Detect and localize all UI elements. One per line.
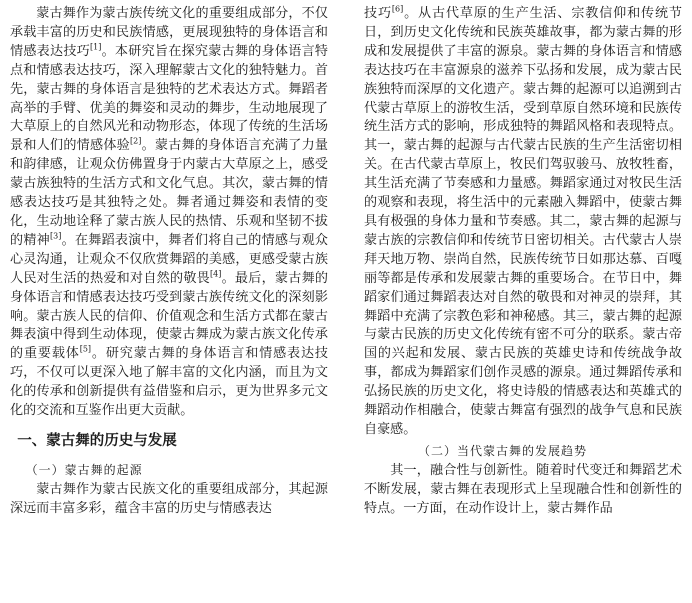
contemporary-paragraph: 其一，融合性与创新性。随着时代变迁和舞蹈艺术不断发展，蒙古舞在表现形式上呈现融合性和创新性的特点。一方面，在动作设计上，蒙古舞作品 (364, 462, 682, 516)
subheading-contemporary: （二）当代蒙古舞的发展趋势 (418, 443, 588, 458)
origin-paragraph-continued: 技巧[6]。从古代草原的生产生活、宗教信仰和传统节日，到历史文化传统和民族英雄故事，都为蒙古舞的形成和发展提供了丰富的源泉。蒙古舞的身体语言和情感表达技巧在丰富源泉的滋养下弘扬和发展，成为蒙古民族独特而深厚的文化遗产。蒙古舞的起源可以追溯到古代蒙古草原上的游牧生活，受到草原自然环境和民族传统生活方式的影响，形成独特的舞蹈风格和表现特点。其一，蒙古舞的起源与古代蒙古民族的生产生活密切相关。在古代蒙古草原上，牧民们驾驭骏马、放牧牲畜，其生活充满了节奏感和力量感。舞蹈家通过对牧民生活的观察和表现，将生活中的元素融入舞蹈中，使蒙古舞具有极强的身体力量和节奏感。其二，蒙古舞的起源与蒙古族的宗教信仰和传统节日密切相关。古代蒙古人崇拜天地万物、崇尚自然，民族传统节日如那达慕、百嘎丽等都是传承和发展蒙古舞的重要场合。在节日中，舞蹈家们通过舞蹈表达对自然的敬畏和对神灵的崇拜，其舞蹈中充满了宗教色彩和神秘感。其三，蒙古舞的起源与蒙古民族的历史文化传统有密不可分的联系。蒙古帝国的兴起和发展、蒙古民族的英雄史诗和传统战争故事，都成为舞蹈家们创作灵感的源泉。通过舞蹈传承和弘扬民族的历史文化，将史诗般的情感表达和英雄式的舞蹈动作相融合，使蒙古舞富有强烈的战争气息和民族自豪感。 (364, 4, 683, 437)
subheading-origin: （一）蒙古舞的起源 (25, 462, 143, 477)
origin-paragraph: 蒙古舞作为蒙古民族文化的重要组成部分，其起源深远而丰富多彩，蕴含丰富的历史与情感表达 (10, 481, 328, 516)
left-column (10, 5, 328, 603)
citation-1: [1] (90, 42, 102, 52)
citation-2: [2] (130, 136, 142, 146)
citation-4: [4] (210, 269, 222, 279)
citation-5: [5] (79, 344, 92, 354)
section-heading-history: 一、蒙古舞的历史与发展 (17, 431, 177, 449)
intro-paragraph: 蒙古舞作为蒙古族传统文化的重要组成部分，不仅承载丰富的历史和民族情感，更展现独特的身体语言和情感表达技巧[1]。本研究旨在探究蒙古舞的身体语言特点和情感表达技巧，深入理解蒙古文化的独特魅力。首先，蒙古舞的身体语言是独特的艺术表达方式。舞蹈者高举的手臂、优美的舞姿和灵动的舞步，生动地展现了大草原上的自然风光和动物形态，体现了传统的生活场景和人们的情感体验[2]。蒙古舞的身体语言充满了力量和韵律感，让观众仿佛置身于内蒙古大草原之上，感受蒙古族独特的生活方式和文化气息。其次，蒙古舞的情感表达技巧是其独特之处。舞者通过舞姿和表情的变化，生动地诠释了蒙古族人民的热情、乐观和坚韧不拔的精神[3]。在舞蹈表演中，舞者们将自己的情感与观众心灵沟通，让观众不仅欣赏舞蹈的美感，更感受蒙古族人民对生活的热爱和对自然的敬畏[4]。最后，蒙古舞的身体语言和情感表达技巧受到蒙古族传统文化的深刻影响。蒙古族人民的信仰、价值观念和生活方式都在蒙古舞表演中得到生动体现，使蒙古舞成为蒙古族文化传承的重要载体[5]。研究蒙古舞的身体语言和情感表达技巧，不仅可以更深入地了解丰富的文化内涵，而且为文化的传承和创新提供有益借鉴和启示，更为世界多元文化的交流和互鉴作出更大贡献。 (10, 6, 329, 419)
right-column (364, 5, 682, 603)
citation-6: [6] (391, 4, 404, 14)
citation-3: [3] (50, 231, 62, 241)
